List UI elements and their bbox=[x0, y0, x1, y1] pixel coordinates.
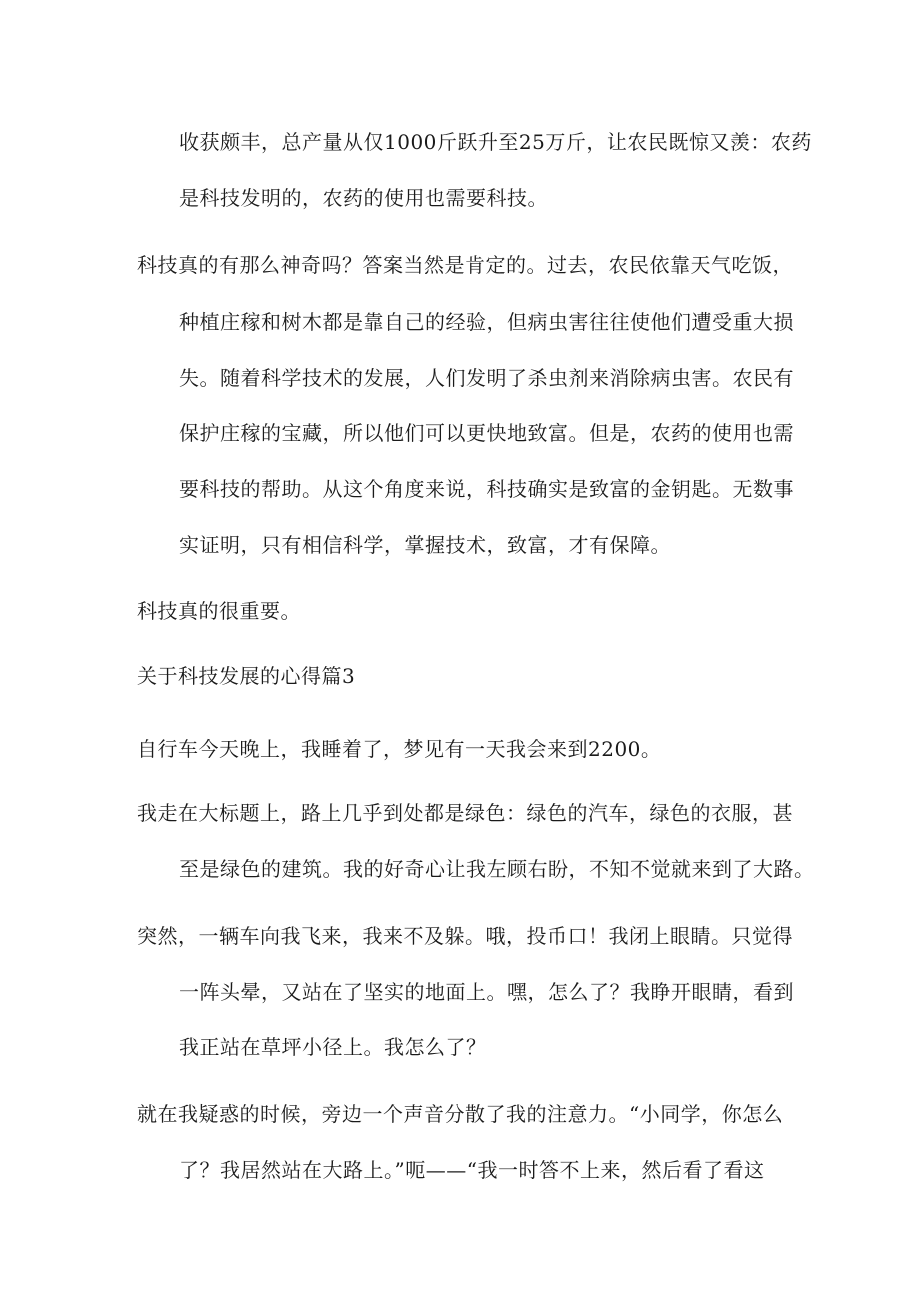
paragraph-line: 了？我居然站在大路上。”呃——“我一时答不上来，然后看了看这 bbox=[179, 1158, 765, 1182]
paragraph-line: 突然，一辆车向我飞来，我来不及躲。哦，投币口！我闭上眼睛。只觉得 bbox=[137, 924, 793, 948]
paragraph-line: 是科技发明的，农药的使用也需要科技。 bbox=[179, 186, 548, 210]
paragraph-line: 实证明，只有相信科学，掌握技术，致富，才有保障。 bbox=[179, 533, 671, 557]
paragraph-line: 一阵头晕，又站在了坚实的地面上。嘿，怎么了？我睁开眼睛，看到 bbox=[179, 980, 794, 1004]
paragraph-line: 我走在大标题上，路上几乎到处都是绿色：绿色的汽车，绿色的衣服，甚 bbox=[137, 801, 793, 825]
paragraph-line: 我正站在草坪小径上。我怎么了？ bbox=[179, 1035, 487, 1059]
paragraph-line: 要科技的帮助。从这个角度来说，科技确实是致富的金钥匙。无数事 bbox=[179, 477, 794, 501]
paragraph-line: 科技真的很重要。 bbox=[137, 599, 301, 623]
section-heading: 关于科技发展的心得篇3 bbox=[137, 664, 356, 688]
paragraph-line: 就在我疑惑的时候，旁边一个声音分散了我的注意力。“小同学，你怎么 bbox=[137, 1102, 784, 1126]
paragraph-line: 失。随着科学技术的发展，人们发明了杀虫剂来消除病虫害。农民有 bbox=[179, 366, 794, 390]
paragraph-line: 自行车今天晚上，我睡着了，梦见有一天我会来到2200。 bbox=[137, 737, 662, 761]
paragraph-line: 至是绿色的建筑。我的好奇心让我左顾右盼，不知不觉就来到了大路。 bbox=[179, 857, 815, 881]
paragraph-line: 保护庄稼的宝藏，所以他们可以更快地致富。但是，农药的使用也需 bbox=[179, 421, 794, 445]
paragraph-line: 种植庄稼和树木都是靠自己的经验，但病虫害往往使他们遭受重大损 bbox=[179, 310, 794, 334]
paragraph-line: 科技真的有那么神奇吗？答案当然是肯定的。过去，农民依靠天气吃饭， bbox=[137, 253, 793, 277]
paragraph-line: 收获颇丰，总产量从仅1000斤跃升至25万斤，让农民既惊又羡：农药 bbox=[179, 130, 812, 154]
